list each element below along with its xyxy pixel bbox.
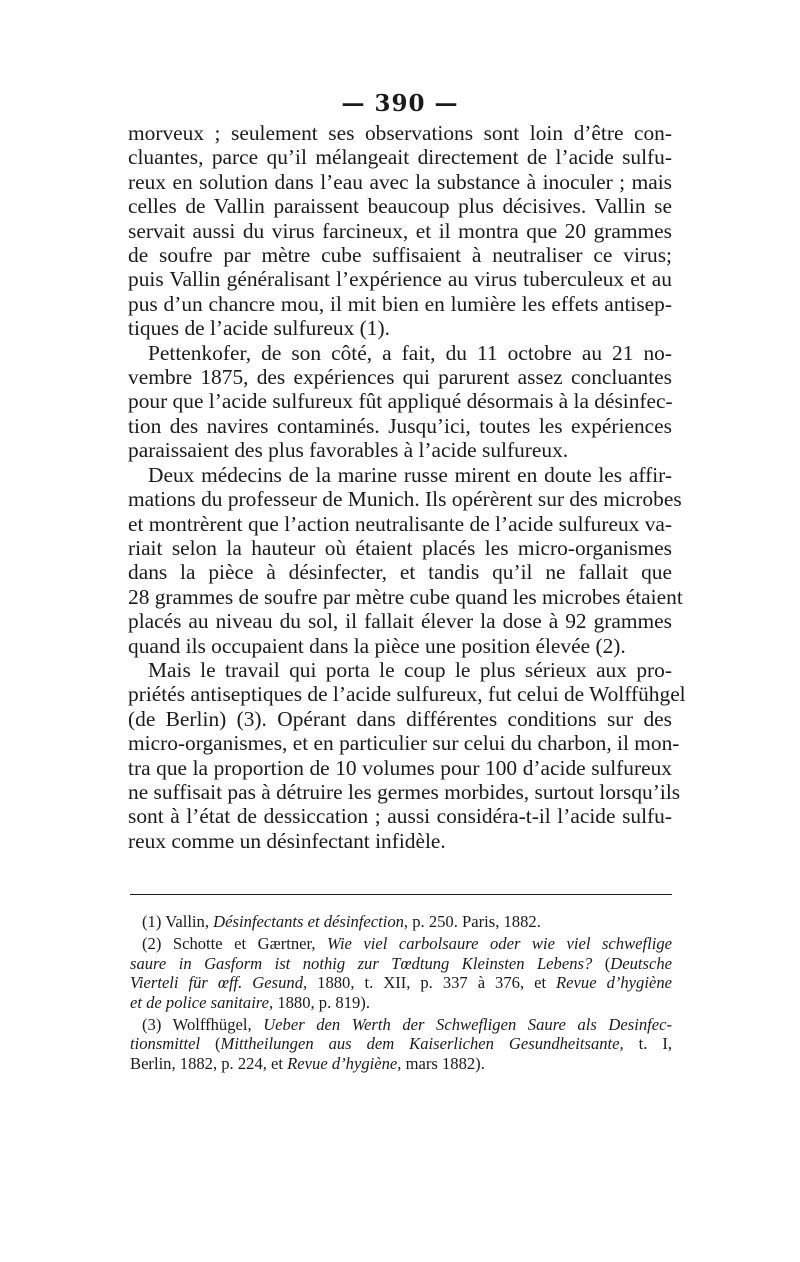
page-number: — 390 — <box>341 90 459 117</box>
text-line: paraissaient des plus favorables à l’acide sulfureux. <box>128 438 569 463</box>
text-line: vembre 1875, des expériences qui parurent assez concluantes <box>128 365 672 390</box>
text-line: morveux ; seulement ses observations sont loin d’être con- <box>128 121 672 145</box>
footnotes <box>130 912 672 1076</box>
footnote-3 <box>130 1015 672 1073</box>
text-line: reux en solution dans l’eau avec la substance à inoculer ; mais <box>128 169 672 194</box>
footnote-divider <box>130 894 672 895</box>
text-line: riait selon la hauteur où étaient placés les micro-organismes <box>128 535 672 560</box>
footnote-line: Vierteli für œff. Gesund, 1880, t. XII, p. 337 à 376, et Revue d’hygiène <box>130 973 672 993</box>
footnote-line: (2) Schotte et Gærtner, Wie viel carbolsaure oder wie viel schweflige <box>142 934 672 954</box>
footnote-1 <box>130 912 672 931</box>
footnote-2 <box>130 934 672 1012</box>
footnote-line: saure in Gasform ist nothig zur Tœdtung Kleinsten Lebens? (Deutsche <box>130 953 672 973</box>
text-line: pus d’un chancre mou, il mit bien en lumière les effets antisep- <box>128 291 672 316</box>
text-line: micro-organismes, et en particulier sur celui du charbon, il mon- <box>128 731 680 756</box>
text-line: 28 grammes de soufre par mètre cube quand les microbes étaient <box>128 584 683 609</box>
text-line: dans la pièce à désinfecter, et tandis qu’il ne fallait que <box>128 560 672 585</box>
text-line: quand ils occupaient dans la pièce une position élevée (2). <box>128 633 626 658</box>
footnote-line: et de police sanitaire, 1880, p. 819). <box>130 992 370 1012</box>
footnote-line: tionsmittel (Mittheilungen aus dem Kaiserlichen Gesundheitsante, t. I, <box>130 1034 672 1054</box>
text-line: de soufre par mètre cube suffisaient à neutraliser ce virus; <box>128 243 672 268</box>
body-text <box>128 121 686 853</box>
text-line: Pettenkofer, de son côté, a fait, du 11 octobre au 21 no- <box>148 340 672 365</box>
text-line: Mais le travail qui porta le coup le plus sérieux aux pro- <box>148 657 672 682</box>
text-line: tra que la proportion de 10 volumes pour 100 d’acide sulfureux <box>128 755 672 780</box>
text-line: puis Vallin généralisant l’expérience au virus tuberculeux et au <box>128 267 672 292</box>
text-line: ne suffisait pas à détruire les germes morbides, surtout lorsqu’ils <box>128 779 681 804</box>
text-line: celles de Vallin paraissent beaucoup plus décisives. Vallin se <box>128 194 672 219</box>
footnote-line: (3) Wolffhügel, Ueber den Werth der Schwefligen Saure als Desinfec- <box>142 1015 672 1035</box>
footnote-line: Berlin, 1882, p. 224, et Revue d’hygiène, mars 1882). <box>130 1053 485 1073</box>
text-line: (de Berlin) (3). Opérant dans différentes conditions sur des <box>128 706 672 731</box>
footnote-line: (1) Vallin, Désinfectants et désinfection, p. 250. Paris, 1882. <box>142 912 541 931</box>
text-line: tion des navires contaminés. Jusqu’ici, toutes les expériences <box>128 413 672 438</box>
text-line: servait aussi du virus farcineux, et il montra que 20 grammes <box>128 218 672 243</box>
text-line: et montrèrent que l’action neutralisante de l’acide sulfureux va- <box>128 511 673 536</box>
text-line: tiques de l’acide sulfureux (1). <box>128 316 390 341</box>
text-line: reux comme un désinfectant infidèle. <box>128 828 446 853</box>
text-line: pour que l’acide sulfureux fût appliqué désormais à la désinfec- <box>128 389 673 414</box>
text-line: placés au niveau du sol, il fallait élever la dose à 92 grammes <box>128 609 672 634</box>
text-line: cluantes, parce qu’il mélangeait directement de l’acide sulfu- <box>128 145 672 170</box>
footnote-marker: (1) <box>142 912 162 931</box>
text-line: mations du professeur de Munich. Ils opérèrent sur des microbes <box>128 487 682 512</box>
text-line: priétés antiseptiques de l’acide sulfureux, fut celui de Wolffühgel <box>128 682 686 707</box>
text-line: sont à l’état de dessiccation ; aussi considéra-t-il l’acide sulfu- <box>128 804 672 829</box>
text-line: Deux médecins de la marine russe mirent en doute les affir- <box>148 462 672 487</box>
